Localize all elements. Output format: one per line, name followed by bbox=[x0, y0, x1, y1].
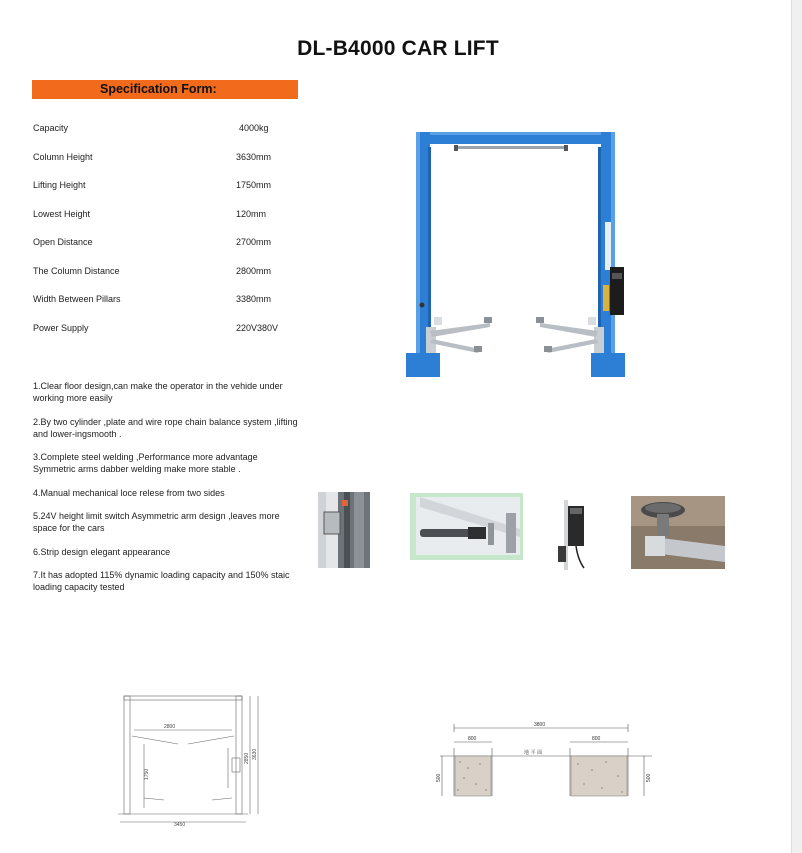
dim-height-label: 3630 bbox=[252, 748, 258, 760]
spec-row bbox=[33, 285, 293, 314]
spec-value: 3380mm bbox=[236, 294, 272, 304]
spec-row bbox=[33, 171, 293, 200]
page-title: DL-B4000 CAR LIFT bbox=[297, 37, 499, 60]
spec-value: 3630mm bbox=[236, 151, 272, 162]
dim-inner-label: 2800 bbox=[164, 724, 176, 730]
feature-item: 5.24V height limit switch Asymmetric arm design ,leaves more space for the cars bbox=[33, 511, 280, 533]
spec-value: 1750mm bbox=[236, 180, 272, 190]
feature-list bbox=[33, 380, 298, 605]
foundation-drawing bbox=[436, 718, 658, 800]
spec-row bbox=[33, 257, 293, 286]
detail-photo-arm bbox=[410, 493, 523, 560]
spec-value: 120mm bbox=[236, 208, 267, 219]
dim-left-label: 800 bbox=[468, 736, 477, 742]
feature-item: 3.Complete steel welding ,Performance more advantage Symmetric arms dabber welding make more stable . bbox=[33, 452, 258, 474]
spec-label: Column Height bbox=[33, 151, 93, 162]
spec-row bbox=[33, 228, 293, 257]
spec-row bbox=[33, 114, 293, 143]
spec-label: Capacity bbox=[33, 123, 69, 133]
dim-width-label: 3450 bbox=[174, 822, 186, 828]
spec-value: 220V380V bbox=[236, 322, 279, 333]
dim-right-label: 2850 bbox=[244, 752, 250, 764]
feature-item: 7.It has adopted 115% dynamic loading capacity and 150% staic loading capacity tested bbox=[33, 570, 290, 592]
spec-label: Power Supply bbox=[33, 322, 89, 333]
spec-value: 4000kg bbox=[239, 123, 269, 133]
detail-photo-pad bbox=[631, 496, 725, 569]
front-view-drawing bbox=[108, 688, 268, 828]
feature-item: 6.Strip design elegant appearance bbox=[33, 546, 171, 557]
spec-label: Lifting Height bbox=[33, 180, 86, 190]
spec-form-header: Specification Form: bbox=[32, 80, 298, 99]
spec-label: The Column Distance bbox=[33, 265, 120, 276]
ground-level-label: 地 平 面 bbox=[524, 750, 543, 756]
depth-right-label: 500 bbox=[646, 773, 652, 782]
spec-value: 2800mm bbox=[236, 265, 272, 276]
spec-label: Open Distance bbox=[33, 237, 93, 247]
feature-item: 4.Manual mechanical loce relese from two sides bbox=[33, 487, 225, 498]
spec-table bbox=[33, 114, 293, 342]
dim-total-label: 3800 bbox=[534, 722, 546, 728]
spec-label: Width Between Pillars bbox=[33, 294, 121, 304]
dim-lift-label: 1750 bbox=[144, 768, 150, 780]
spec-row bbox=[33, 143, 293, 172]
spec-row bbox=[33, 314, 293, 343]
feature-item: 1.Clear floor design,can make the operator in the vehide under working more easily bbox=[33, 381, 283, 403]
detail-photo-column bbox=[318, 492, 370, 568]
spec-value: 2700mm bbox=[236, 237, 272, 247]
car-lift-photo bbox=[398, 127, 638, 382]
feature-item: 2.By two cylinder ,plate and wire rope chain balance system ,lifting and lower-ingsmooth . bbox=[33, 416, 298, 439]
dim-right-label: 800 bbox=[592, 736, 601, 742]
page-scrollbar[interactable] bbox=[791, 0, 802, 853]
depth-left-label: 500 bbox=[436, 773, 442, 782]
spec-label: Lowest Height bbox=[33, 208, 91, 219]
spec-row bbox=[33, 200, 293, 229]
detail-photo-motor bbox=[556, 500, 590, 570]
